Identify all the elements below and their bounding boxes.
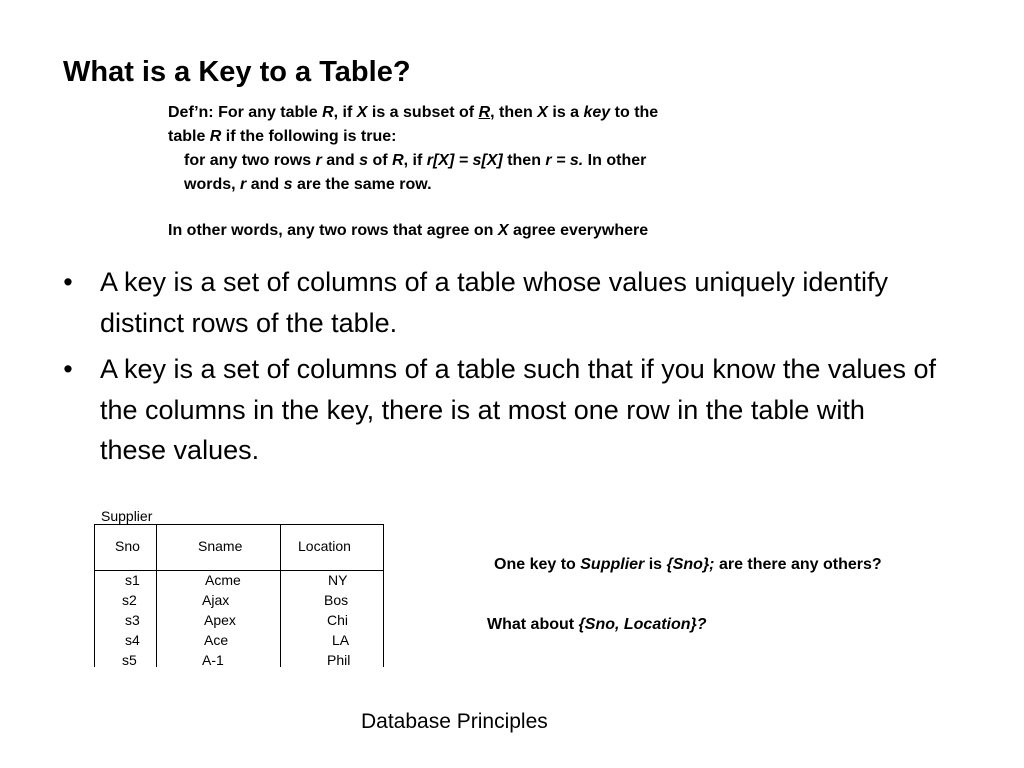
key-definition — [168, 101, 808, 243]
table-cell: Phil — [327, 652, 351, 668]
definition-text: In other words, any two rows that agree on — [168, 222, 498, 239]
bullet-item — [58, 262, 938, 343]
table-cell: Chi — [327, 612, 349, 628]
definition-text: if the following is true: — [221, 128, 397, 145]
table-cell: Ace — [204, 632, 229, 648]
table-cell: LA — [332, 632, 350, 648]
column-header-location: Location — [298, 538, 351, 554]
definition-var: R — [478, 104, 491, 121]
definition-text: and — [321, 152, 360, 169]
definition-line-5 — [168, 219, 808, 243]
definition-text: then — [502, 152, 546, 169]
definition-line-3 — [168, 149, 808, 173]
definition-var: R — [392, 152, 404, 169]
definition-var: s — [283, 176, 293, 193]
definition-text: for any two rows — [184, 152, 316, 169]
definition-var: X — [356, 104, 368, 121]
definition-var: s — [359, 152, 369, 169]
slide-footer: Database Principles — [361, 710, 548, 733]
definition-text: is a subset of — [367, 104, 479, 121]
bullet-text: A key is a set of columns of a table whose values uniquely identify distinct rows of the table. — [100, 267, 888, 338]
definition-var: X — [497, 222, 509, 239]
table-cell: Apex — [204, 612, 236, 628]
definition-text: table — [168, 128, 210, 145]
slide-title: What is a Key to a Table? — [63, 56, 411, 88]
column-divider — [156, 525, 157, 667]
table-cell: Bos — [324, 592, 349, 608]
definition-text: In other — [583, 152, 647, 169]
definition-line-1 — [168, 101, 808, 125]
definition-text: and — [246, 176, 284, 193]
bullet-text: A key is a set of columns of a table such that if you know the values of the columns in the key, there is at most one row in the table with these values. — [100, 354, 936, 465]
supplier-table — [94, 524, 384, 667]
definition-var: r — [240, 176, 247, 193]
table-cell: s5 — [122, 652, 137, 668]
definition-text: , then — [490, 104, 538, 121]
note-text: What about — [487, 616, 579, 633]
definition-line-4 — [168, 173, 808, 197]
note-var: Supplier — [580, 556, 645, 573]
table-cell: s4 — [125, 632, 140, 648]
definition-text: agree everywhere — [508, 222, 649, 239]
definition-line-2 — [168, 125, 808, 149]
definition-text: are the same row. — [292, 176, 432, 193]
definition-text: to the — [610, 104, 659, 121]
definition-spacer — [168, 197, 808, 219]
note-var: {Sno}; — [666, 556, 715, 573]
definition-text: Def’n: For any table — [168, 104, 323, 121]
table-cell: A-1 — [202, 652, 224, 668]
table-cell: NY — [328, 572, 348, 588]
note-var: {Sno, Location}? — [578, 616, 707, 633]
note-text: are there any others? — [714, 556, 882, 573]
table-cell: s3 — [125, 612, 140, 628]
definition-text: is a — [547, 104, 584, 121]
note-text: One key to — [494, 556, 581, 573]
definition-text: , if — [403, 152, 427, 169]
definition-var: R — [209, 128, 222, 145]
bullet-list — [58, 262, 938, 477]
definition-text: of — [368, 152, 393, 169]
definition-text: , if — [333, 104, 357, 121]
definition-var: R — [322, 104, 334, 121]
table-cell: Acme — [205, 572, 241, 588]
column-header-sname: Sname — [198, 538, 243, 554]
note-text: is — [644, 556, 667, 573]
column-header-sno: Sno — [115, 538, 140, 554]
definition-var: r[X] = s[X] — [426, 152, 503, 169]
definition-var: key — [583, 104, 611, 121]
definition-text: words, — [184, 176, 241, 193]
definition-var: r — [315, 152, 322, 169]
column-divider — [280, 525, 281, 667]
table-cell: s2 — [122, 592, 137, 608]
definition-var: X — [537, 104, 548, 121]
table-cell: s1 — [125, 572, 140, 588]
bullet-marker: • — [63, 354, 73, 384]
definition-var: r = s. — [545, 152, 584, 169]
bullet-item — [58, 349, 938, 471]
sno-location-question — [487, 615, 707, 635]
bullet-marker: • — [63, 267, 73, 297]
table-cell: Ajax — [202, 592, 230, 608]
table-name-label: Supplier — [101, 508, 153, 524]
other-keys-question — [494, 555, 882, 575]
